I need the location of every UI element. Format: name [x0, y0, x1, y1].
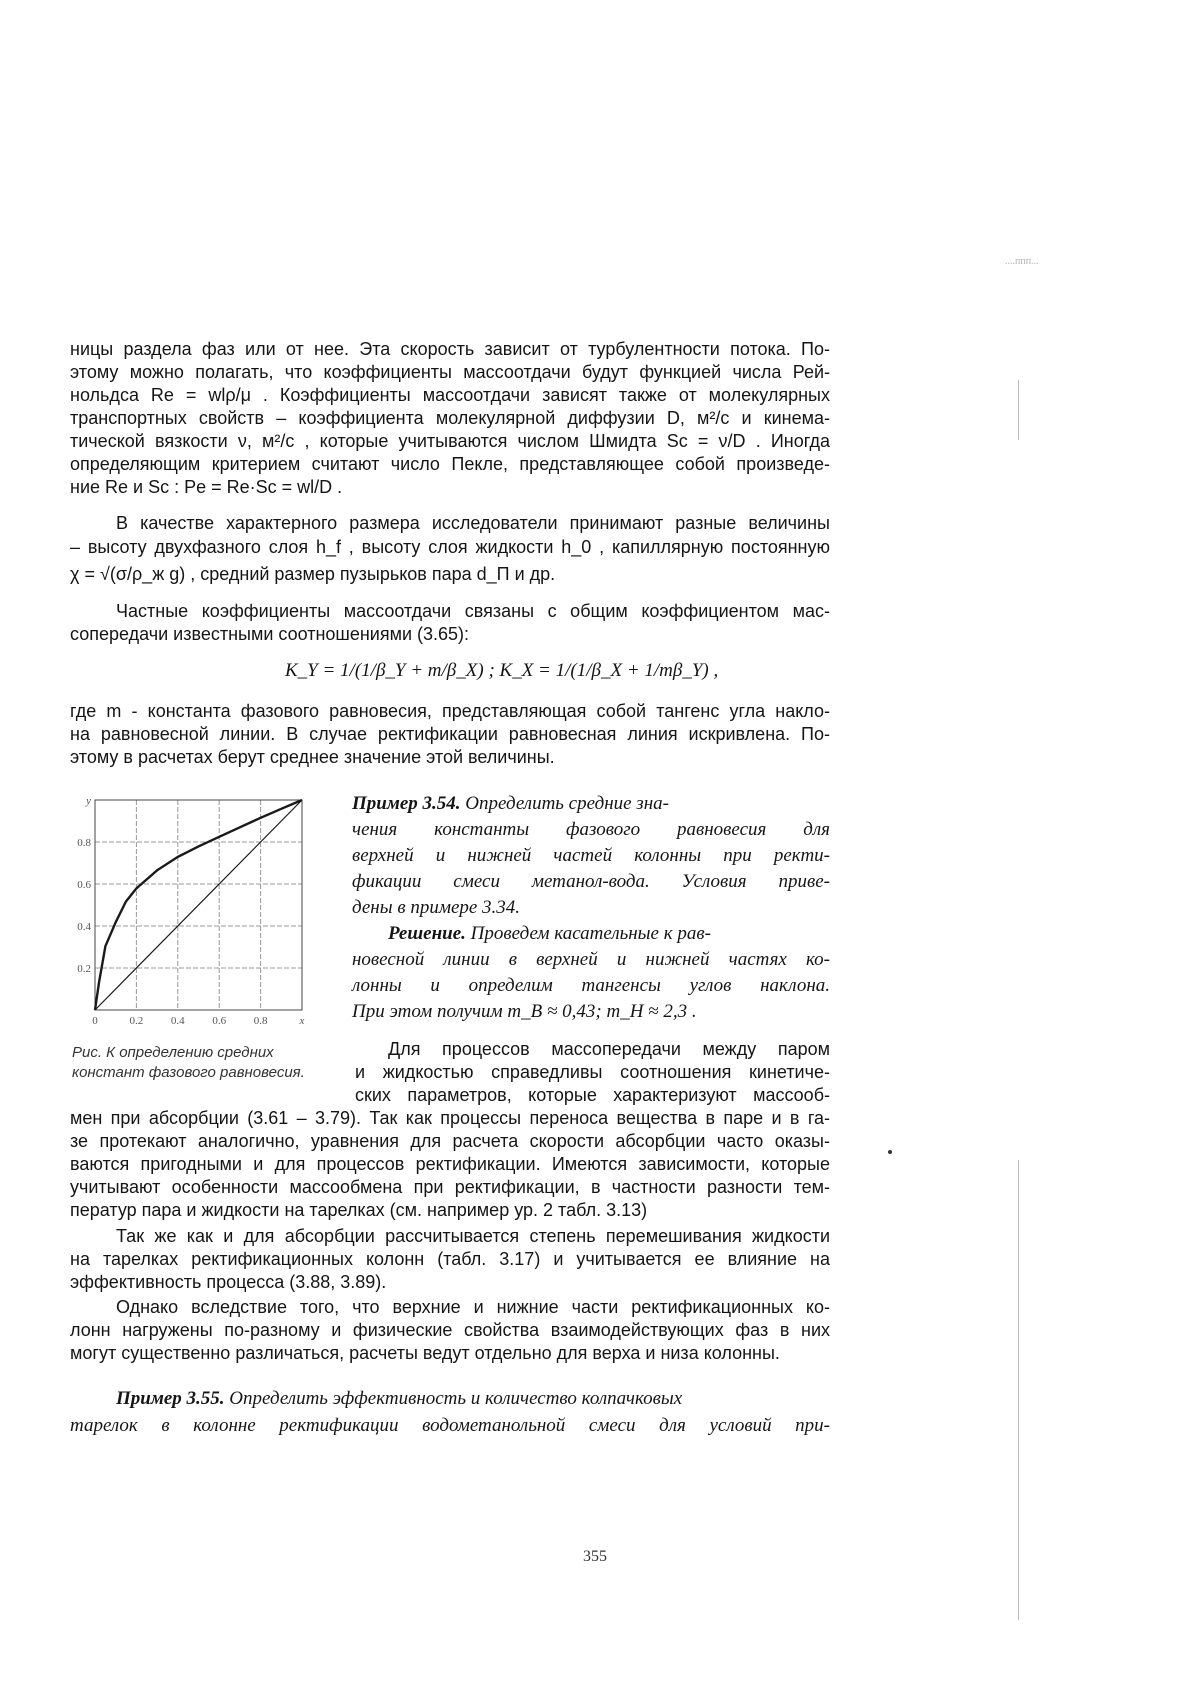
text-line: – высоту двухфазного слоя h_f , высоту слоя жидкости h_0 , капиллярную постоянную	[70, 537, 830, 557]
x-tick-label: x	[299, 1015, 305, 1027]
y-tick-label: 0.8	[77, 837, 91, 849]
example-text-line: фикации смеси метанол-вода. Условия приве-	[352, 871, 830, 892]
text-line: этому в расчетах берут среднее значение этой величины.	[70, 747, 555, 767]
solution-text-line: При этом получим m_В ≈ 0,43; m_Н ≈ 2,3 .	[352, 1001, 697, 1022]
figure-caption-line: Рис. К определению средних	[72, 1044, 274, 1061]
text-line: χ = √(σ/ρ_ж g) , средний размер пузырьков пара d_П и др.	[70, 564, 556, 584]
text-line: Однако вследствие того, что верхние и нижние части ректификационных ко-	[116, 1297, 830, 1317]
example-text-line: дены в примере 3.34.	[352, 897, 521, 918]
y-tick-label: 0.4	[77, 921, 91, 933]
text-line: определяющим критерием считают число Пекле, представляющее собой произведе-	[70, 454, 830, 474]
text-line: эффективность процесса (3.88, 3.89).	[70, 1272, 387, 1292]
x-tick-label: 0.6	[212, 1015, 227, 1027]
text-line: ских параметров, которые характеризуют массооб-	[355, 1085, 830, 1105]
x-tick-label: 0.8	[253, 1015, 268, 1027]
example-text: Определить эффективность и количество колпачковых	[229, 1388, 683, 1409]
text-line: учитывают особенности массообмена при ректификации, в частности разности тем-	[70, 1177, 830, 1197]
text-line: нольдса Re = wlρ/μ . Коэффициенты массоотдачи зависят также от молекулярных	[70, 385, 830, 405]
example-3-55-first-line	[116, 1385, 682, 1412]
figure-caption-line: констант фазового равновесия.	[72, 1064, 305, 1081]
text-line: ваются пригодными и для процессов ректификации. Имеются зависимости, которые	[70, 1154, 830, 1174]
scan-edge-line	[1018, 1160, 1019, 1620]
text-line: где m - константа фазового равновесия, представляющая собой тангенс угла накло-	[70, 701, 830, 721]
example-3-54-first-line	[352, 790, 669, 817]
example-text: Определить средние зна-	[465, 793, 669, 814]
text-line: мен при абсорбции (3.61 – 3.79). Так как процессы переноса вещества в паре и в га-	[70, 1108, 830, 1128]
text-line: Так же как и для абсорбции рассчитывается степень перемешивания жидкости	[116, 1226, 830, 1246]
solution-title: Решение.	[388, 923, 466, 944]
text-line: ператур пара и жидкости на тарелках (см. например ур. 2 табл. 3.13)	[70, 1200, 648, 1220]
x-tick-label: 0	[92, 1015, 98, 1027]
text-line: Для процессов массопередачи между паром	[388, 1039, 830, 1059]
text-line: В качестве характерного размера исследователи принимают разные величины	[116, 513, 830, 533]
text-line: лонн нагружены по-разному и физические свойства взаимодействующих фаз в них	[70, 1320, 830, 1340]
x-tick-label: 0.2	[129, 1015, 144, 1027]
text-line: на равновесной линии. В случае ректификации равновесная линия искривлена. По-	[70, 724, 830, 744]
text-line: сопередачи известными соотношениями (3.65):	[70, 624, 470, 644]
diagonal-line	[95, 800, 302, 1010]
equation-3-65: K_Y = 1/(1/β_Y + m/β_X) ; K_X = 1/(1/β_X + 1/mβ_Y) ,	[285, 660, 719, 681]
text-line: этому можно полагать, что коэффициенты массоотдачи будут функцией числа Рей-	[70, 362, 830, 382]
text-line: ние Re и Sc : Pe = Re·Sc = wl/D .	[70, 477, 343, 497]
example-text-line: тарелок в колонне ректификации водометанольной смеси для условий при-	[70, 1415, 830, 1436]
equilibrium-chart	[70, 790, 340, 1040]
example-title: Пример 3.55.	[116, 1388, 225, 1409]
chart-ticks	[77, 795, 304, 1027]
x-tick-label: 0.4	[170, 1015, 185, 1027]
text-line: могут существенно различаться, расчеты ведут отдельно для верха и низа колонны.	[70, 1343, 780, 1363]
scan-edge-line	[1018, 380, 1019, 440]
text-line: на тарелках ректификационных колонн (табл. 3.17) и учитывается ее влияние на	[70, 1249, 830, 1269]
solution-first-line	[388, 920, 711, 947]
page-number: 355	[583, 1548, 607, 1565]
y-tick-label: y	[86, 795, 91, 807]
solution-text-line: лонны и определим тангенсы углов наклона.	[352, 975, 830, 996]
text-line: тической вязкости ν, м²/с , которые учитываются числом Шмидта Sc = ν/D . Иногда	[70, 431, 830, 451]
example-text-line: верхней и нижней частей колонны при ректи-	[352, 845, 830, 866]
text-line: транспортных свойств – коэффициента молекулярной диффузии D, м²/с и кинема-	[70, 408, 830, 428]
example-text-line: чения константы фазового равновесия для	[352, 819, 830, 840]
example-title: Пример 3.54.	[352, 793, 461, 814]
y-tick-label: 0.6	[77, 879, 91, 891]
scan-corner-mark: ....ппп...	[1005, 256, 1039, 267]
text-line: ницы раздела фаз или от нее. Эта скорость зависит от турбулентности потока. По-	[70, 339, 830, 359]
scan-dot	[888, 1150, 892, 1154]
chart-series	[95, 800, 302, 1010]
text-line: и жидкостью справедливы соотношения кинетиче-	[355, 1062, 830, 1082]
y-tick-label: 0.2	[77, 963, 91, 975]
solution-text-line: новесной линии в верхней и нижней частях ко-	[352, 949, 830, 970]
solution-text: Проведем касательные к рав-	[470, 923, 711, 944]
text-line: зе протекают аналогично, уравнения для расчета скорости абсорбции часто оказы-	[70, 1131, 830, 1151]
text-line: Частные коэффициенты массоотдачи связаны с общим коэффициентом мас-	[116, 601, 830, 621]
